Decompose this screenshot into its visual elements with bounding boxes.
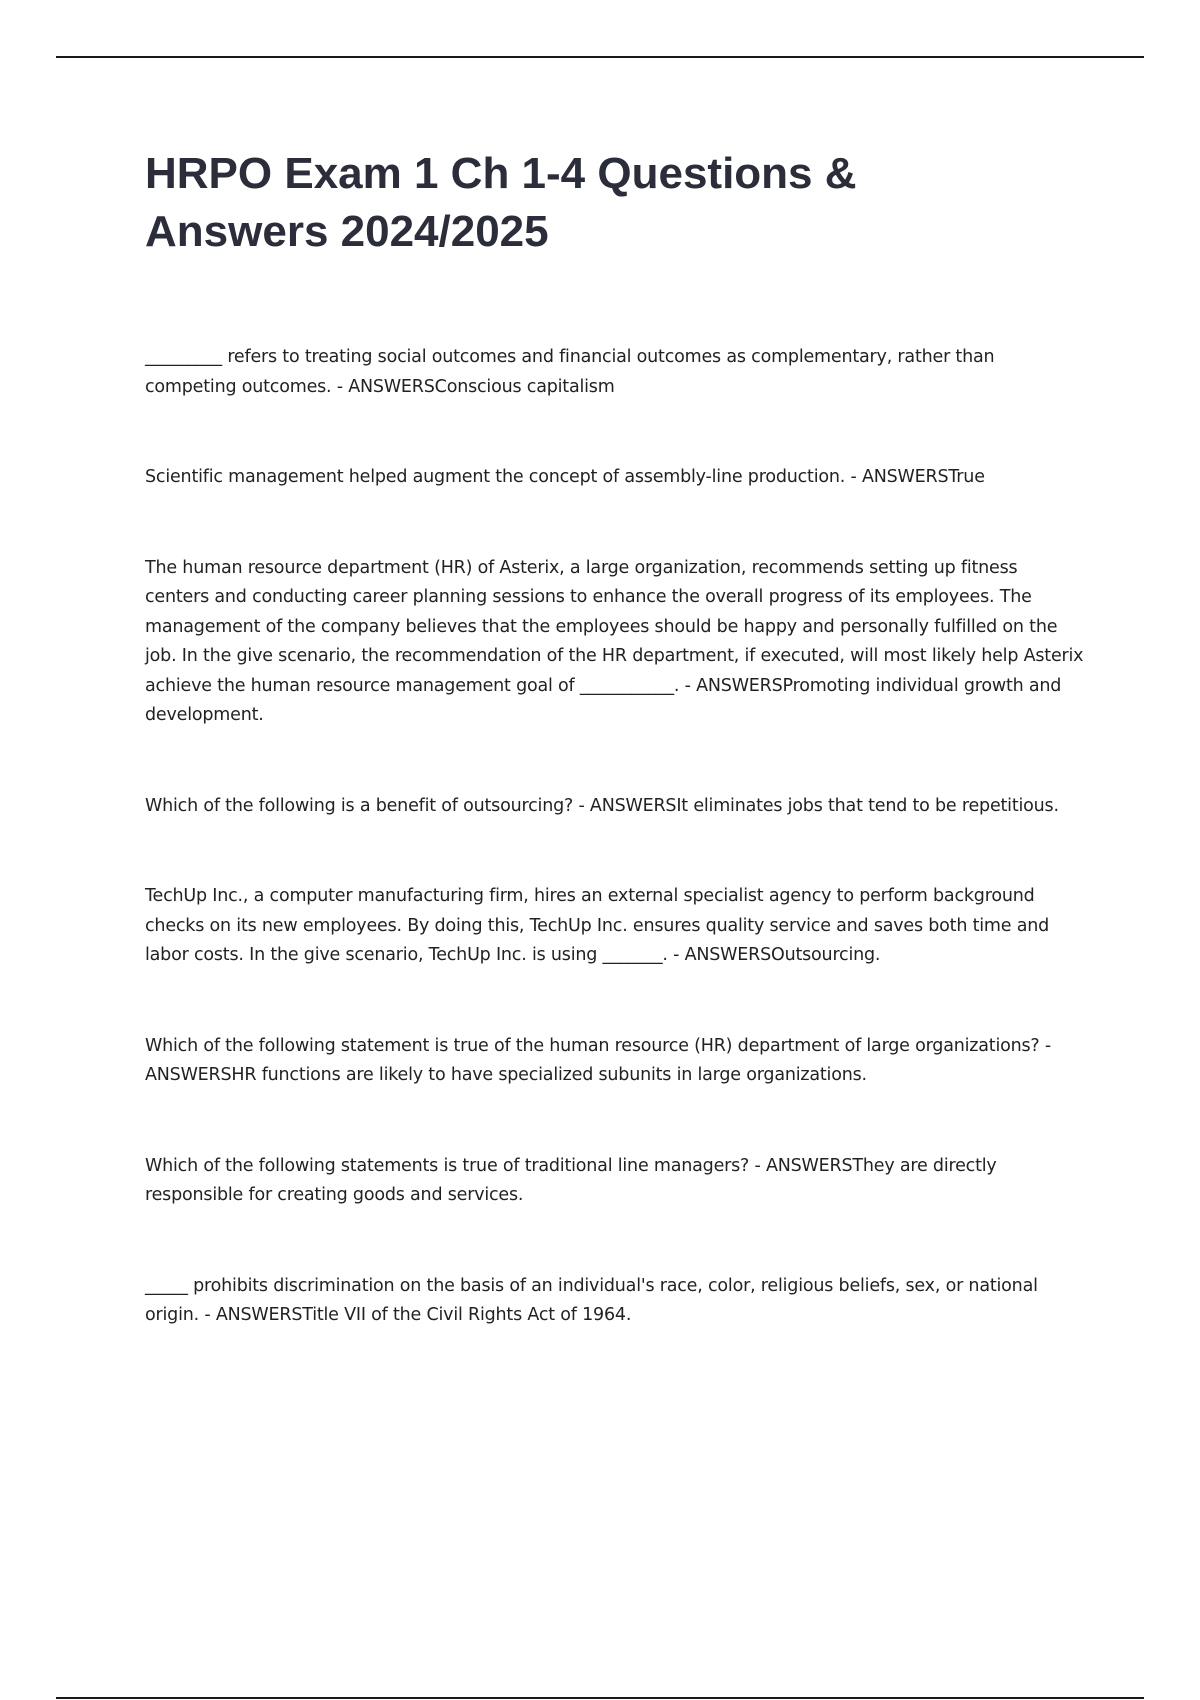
question-text: _____ prohibits discrimination on the basis of an individual's race, color, religious beliefs, sex, or national origin. (145, 1275, 1038, 1325)
answer-separator: - ANSWERS (573, 795, 677, 816)
answer-separator: - ANSWERS (145, 1035, 1052, 1085)
answer-text: True (948, 467, 985, 487)
question-text: _________ refers to treating social outcomes and financial outcomes as complementary, rather than competing outcomes. (145, 347, 995, 397)
bottom-divider (56, 1697, 1144, 1699)
answer-separator: - ANSWERS (667, 945, 771, 965)
qa-item (145, 1032, 1085, 1091)
question-text: TechUp Inc., a computer manufacturing firm, hires an external specialist agency to perform background checks on its new employees. By doing this, TechUp Inc. ensures quality service and saves both time and labor costs. In the give scenario, TechUp Inc. is using _______. (145, 886, 1050, 965)
answer-separator: - ANSWERS (845, 467, 949, 487)
answer-separator: - ANSWERS (199, 1305, 303, 1325)
qa-item (145, 1152, 1085, 1211)
question-text: Which of the following statement is true of the human resource (HR) department of large organizations? (145, 1035, 1040, 1056)
answer-text: They are directly responsible for creating goods and services. (145, 1155, 997, 1205)
question-text: The human resource department (HR) of Asterix, a large organization, recommends setting up fitness centers and conducting career planning sessions to enhance the overall progress of its employees. The management of the company believes that the employees should be happy and personally fulfilled on the job. In the give scenario, the recommendation of the HR department, if executed, will most likely help Asterix achieve the human resource management goal of ___________. (145, 557, 1084, 696)
qa-item (145, 792, 1085, 822)
document-title (145, 145, 1085, 261)
answer-text: Outsourcing. (771, 945, 881, 965)
question-text: Which of the following is a benefit of outsourcing? (145, 795, 574, 816)
qa-list (145, 343, 1085, 1331)
qa-item (145, 882, 1085, 971)
document-body (145, 145, 1085, 1392)
qa-item (145, 554, 1085, 731)
answer-text: Title VII of the Civil Rights Act of 1964. (302, 1305, 632, 1325)
top-divider (56, 56, 1144, 58)
question-text: Which of the following statements is true of traditional line managers? (145, 1155, 750, 1176)
qa-item (145, 463, 1085, 493)
answer-text: Promoting individual growth and development. (145, 675, 1062, 725)
answer-text: Conscious capitalism (434, 376, 615, 397)
answer-separator: - ANSWERS (749, 1155, 853, 1176)
answer-text: It eliminates jobs that tend to be repetitious. (676, 795, 1059, 816)
qa-item (145, 1272, 1085, 1331)
qa-item (145, 343, 1085, 402)
answer-text: HR functions are likely to have specialized subunits in large organizations. (231, 1065, 867, 1085)
answer-separator: - ANSWERS (679, 675, 783, 696)
title-line-1: HRPO Exam 1 Ch 1-4 Questions & (145, 149, 857, 198)
title-line-2: Answers 2024/2025 (145, 207, 549, 256)
question-text: Scientific management helped augment the concept of assembly-line production. (145, 467, 846, 487)
answer-separator: - ANSWERS (331, 376, 435, 397)
